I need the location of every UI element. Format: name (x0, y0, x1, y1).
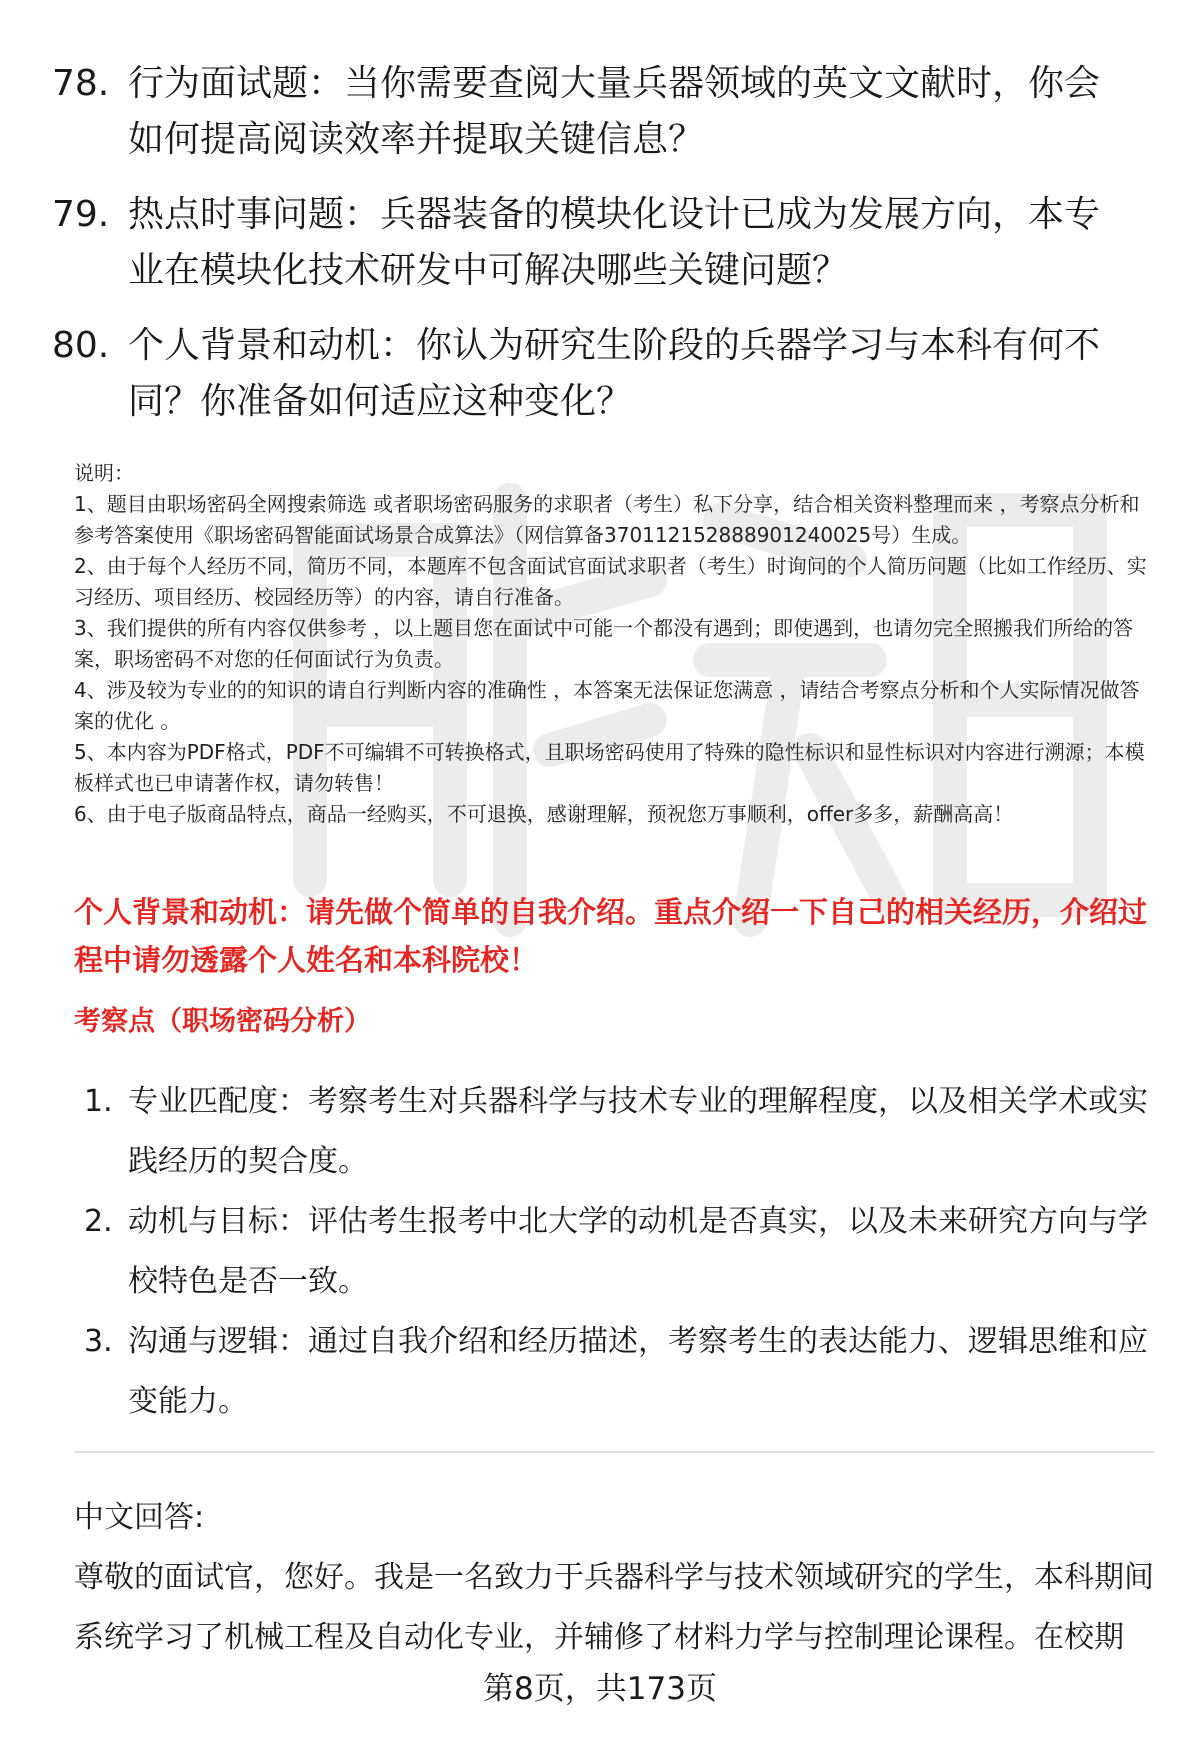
point-text: 动机与目标：评估考生报考中北大学的动机是否真实，以及未来研究方向与学校特色是否一致。 (128, 1204, 1148, 1299)
analysis-heading: 考察点（职场密码分析） (74, 1006, 371, 1037)
point-text: 专业匹配度：考察考生对兵器科学与技术专业的理解程度，以及相关学术或实践经历的契合度。 (128, 1084, 1148, 1179)
question-item-80 (52, 318, 1152, 430)
question-item-78 (52, 56, 1152, 168)
question-item-79 (52, 187, 1152, 299)
section-divider (74, 1451, 1154, 1453)
disclaimer-notes (74, 458, 1154, 830)
point-number: 1. (84, 1084, 113, 1119)
note-item-1: 1、题目由职场密码全网搜索筛选 或者职场密码服务的求职者（考生）私下分享，结合相关资料整理而来 ，考察点分析和参考答案使用《职场密码智能面试场景合成算法》（网信算备370112152888901240025号）生成。 (74, 492, 1140, 547)
answer-section (74, 1488, 1154, 1668)
analysis-points (84, 1072, 1154, 1432)
note-item-4: 4、涉及较为专业的的知识的请自行判断内容的准确性 ，本答案无法保证您满意 ，请结合考察点分析和个人实际情况做答案的优化 。 (74, 678, 1140, 733)
page-footer: 第8页，共173页 (483, 1671, 717, 1707)
point-text: 沟通与逻辑：通过自我介绍和经历描述，考察考生的表达能力、逻辑思维和应变能力。 (128, 1324, 1148, 1419)
note-item-5: 5、本内容为PDF格式，PDF不可编辑不可转换格式，且职场密码使用了特殊的隐性标识和显性标识对内容进行溯源；本模板样式也已申请著作权，请勿转售！ (74, 740, 1145, 795)
question-number: 78. (52, 63, 110, 104)
question-number: 80. (52, 325, 110, 366)
note-item-6: 6、由于电子版商品特点，商品一经购买，不可退换，感谢理解，预祝您万事顺利，offer多多，薪酬高高！ (74, 802, 1014, 826)
point-number: 2. (84, 1204, 113, 1239)
analysis-point-3 (84, 1312, 1154, 1432)
answer-label: 中文回答: (74, 1500, 205, 1535)
notes-title: 说明： (74, 461, 134, 485)
analysis-point-1 (84, 1072, 1154, 1192)
question-text: 个人背景和动机：你认为研究生阶段的兵器学习与本科有何不同？你准备如何适应这种变化？ (128, 325, 1101, 422)
question-heading: 个人背景和动机：请先做个简单的自我介绍。重点介绍一下自己的相关经历，介绍过程中请勿透露个人姓名和本科院校！ (74, 895, 1148, 977)
question-list (52, 56, 1152, 449)
analysis-point-2 (84, 1192, 1154, 1312)
answer-text: 尊敬的面试官，您好。我是一名致力于兵器科学与技术领域研究的学生，本科期间系统学习了机械工程及自动化专业，并辅修了材料力学与控制理论课程。在校期 (74, 1560, 1154, 1655)
question-text: 热点时事问题：兵器装备的模块化设计已成为发展方向，本专业在模块化技术研发中可解决哪些关键问题？ (128, 194, 1101, 291)
note-item-3: 3、我们提供的所有内容仅供参考 ，以上题目您在面试中可能一个都没有遇到；即使遇到，也请勿完全照搬我们所给的答案，职场密码不对您的任何面试行为负责。 (74, 616, 1134, 671)
point-number: 3. (84, 1324, 113, 1359)
question-number: 79. (52, 194, 110, 235)
question-text: 行为面试题：当你需要查阅大量兵器领域的英文文献时，你会如何提高阅读效率并提取关键信息？ (128, 63, 1101, 160)
note-item-2: 2、由于每个人经历不同，简历不同，本题库不包含面试官面试求职者（考生）时询问的个人简历问题（比如工作经历、实习经历、项目经历、校园经历等）的内容，请自行准备。 (74, 554, 1147, 609)
